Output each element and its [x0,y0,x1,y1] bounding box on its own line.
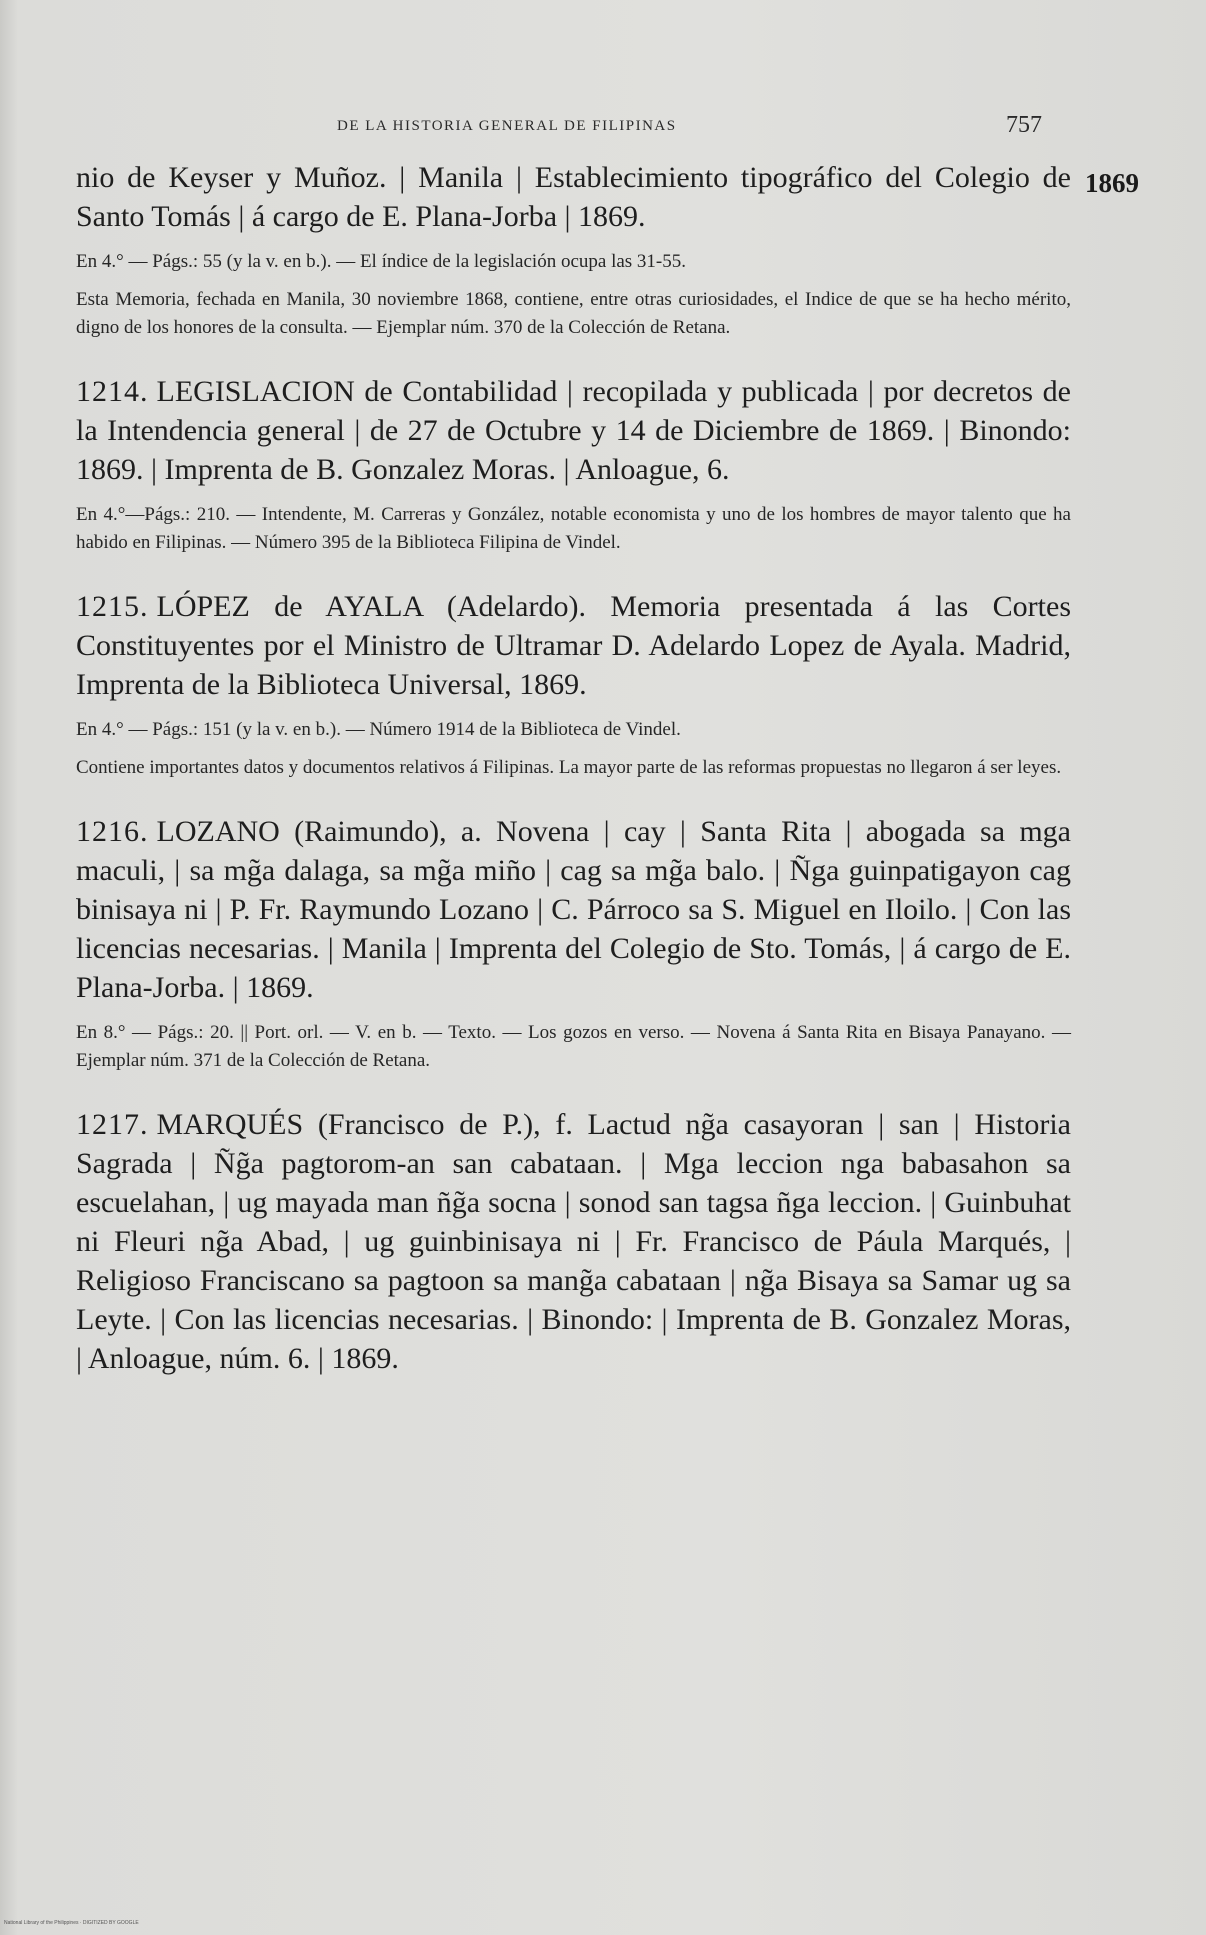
scan-credit: National Library of the Philippines · DIGITIZED BY GOOGLE [4,1920,139,1926]
entry-text [76,1105,1071,1378]
entry-text [76,812,1071,1007]
entry-body: MARQUÉS (Francisco de P.), f. Lactud ng̃a casayoran | san | Historia Sagrada | Ñg̃a pagtorom-an san cabataan. | Mga leccion nga babasahon sa escuelahan, | ug mayada man ñg̃a socna | sonod san tagsa ñga leccion. | Guinbuhat ni Fleuri ng̃a Abad, | ug guinbinisaya ni | Fr. Francisco de Páula Marqués, | Religioso Franciscano sa pagtoon sa mang̃a cabataan | ng̃a Bisaya sa Samar ug sa Leyte. | Con las licencias necesarias. | Binondo: | Imprenta de B. Gonzalez Moras, | Anloague, núm. 6. | 1869. [76,1108,1071,1375]
entry-number: 1214. [76,375,149,408]
entry-note: Contiene importantes datos y documentos relativos á Filipinas. La mayor parte de las reformas propuestas no llegaron á ser leyes. [76,757,1062,778]
entry-body: LOZANO (Raimundo), a. Novena | cay | Santa Rita | abogada sa mga maculi, | sa mg̃a dalaga, sa mg̃a miño | cag sa mg̃a balo. | Ñga guinpatigayon cag binisaya ni | P. Fr. Raymundo Lozano | C. Párroco sa S. Miguel en Iloilo. | Con las licencias necesarias. | Manila | Imprenta del Colegio de Sto. Tomás, | á cargo de E. Plana-Jorba. | 1869. [76,815,1071,1004]
page-number: 757 [1006,112,1042,138]
entry-note: En 4.° — Págs.: 151 (y la v. en b.). — Número 1914 de la Biblioteca de Vindel. [76,719,681,740]
page-content [76,158,1071,1378]
entry-body: LEGISLACION de Contabilidad | recopilada y publicada | por decretos de la Intendencia general | de 27 de Octubre y 14 de Diciembre de 1869. | Binondo: 1869. | Imprenta de B. Gonzalez Moras. | Anloague, 6. [76,375,1071,486]
running-title: DE LA HISTORIA GENERAL DE FILIPINAS [337,118,677,134]
continued-entry [76,158,1071,342]
entry-text [76,372,1071,489]
margin-year: 1869 [1085,168,1139,198]
entry-body: LÓPEZ de AYALA (Adelardo). Memoria presentada á las Cortes Constituyentes por el Ministro de Ultramar D. Adelardo Lopez de Ayala. Madrid, Imprenta de la Biblioteca Universal, 1869. [76,590,1071,701]
page-header [0,112,1206,152]
entry-number: 1215. [76,590,149,623]
entry-note: Esta Memoria, fechada en Manila, 30 noviembre 1868, contiene, entre otras curiosidades, el Indice de que se ha hecho mérito, digno de los honores de la consulta. — Ejemplar núm. 370 de la Colección de Retana. [76,289,1071,338]
entry-note: En 4.°—Págs.: 210. — Intendente, M. Carreras y González, notable economista y uno de los hombres de mayor talento que ha habido en Filipinas. — Número 395 de la Biblioteca Filipina de Vindel. [76,504,1071,553]
entry-1214 [76,372,1071,557]
entry-text: nio de Keyser y Muñoz. | Manila | Establecimiento tipográfico del Colegio de Santo Tomás | á cargo de E. Plana-Jorba | 1869. [76,161,1071,233]
entry-number: 1217. [76,1108,149,1141]
entry-1217 [76,1105,1071,1378]
entry-note: En 4.° — Págs.: 55 (y la v. en b.). — El índice de la legislación ocupa las 31-55. [76,251,687,272]
entry-note: En 8.° — Págs.: 20. || Port. orl. — V. en b. — Texto. — Los gozos en verso. — Novena á Santa Rita en Bisaya Panayano. — Ejemplar núm. 371 de la Colección de Retana. [76,1022,1071,1071]
entry-1215 [76,587,1071,782]
entry-text [76,587,1071,704]
entry-number: 1216. [76,815,149,848]
entry-1216 [76,812,1071,1075]
